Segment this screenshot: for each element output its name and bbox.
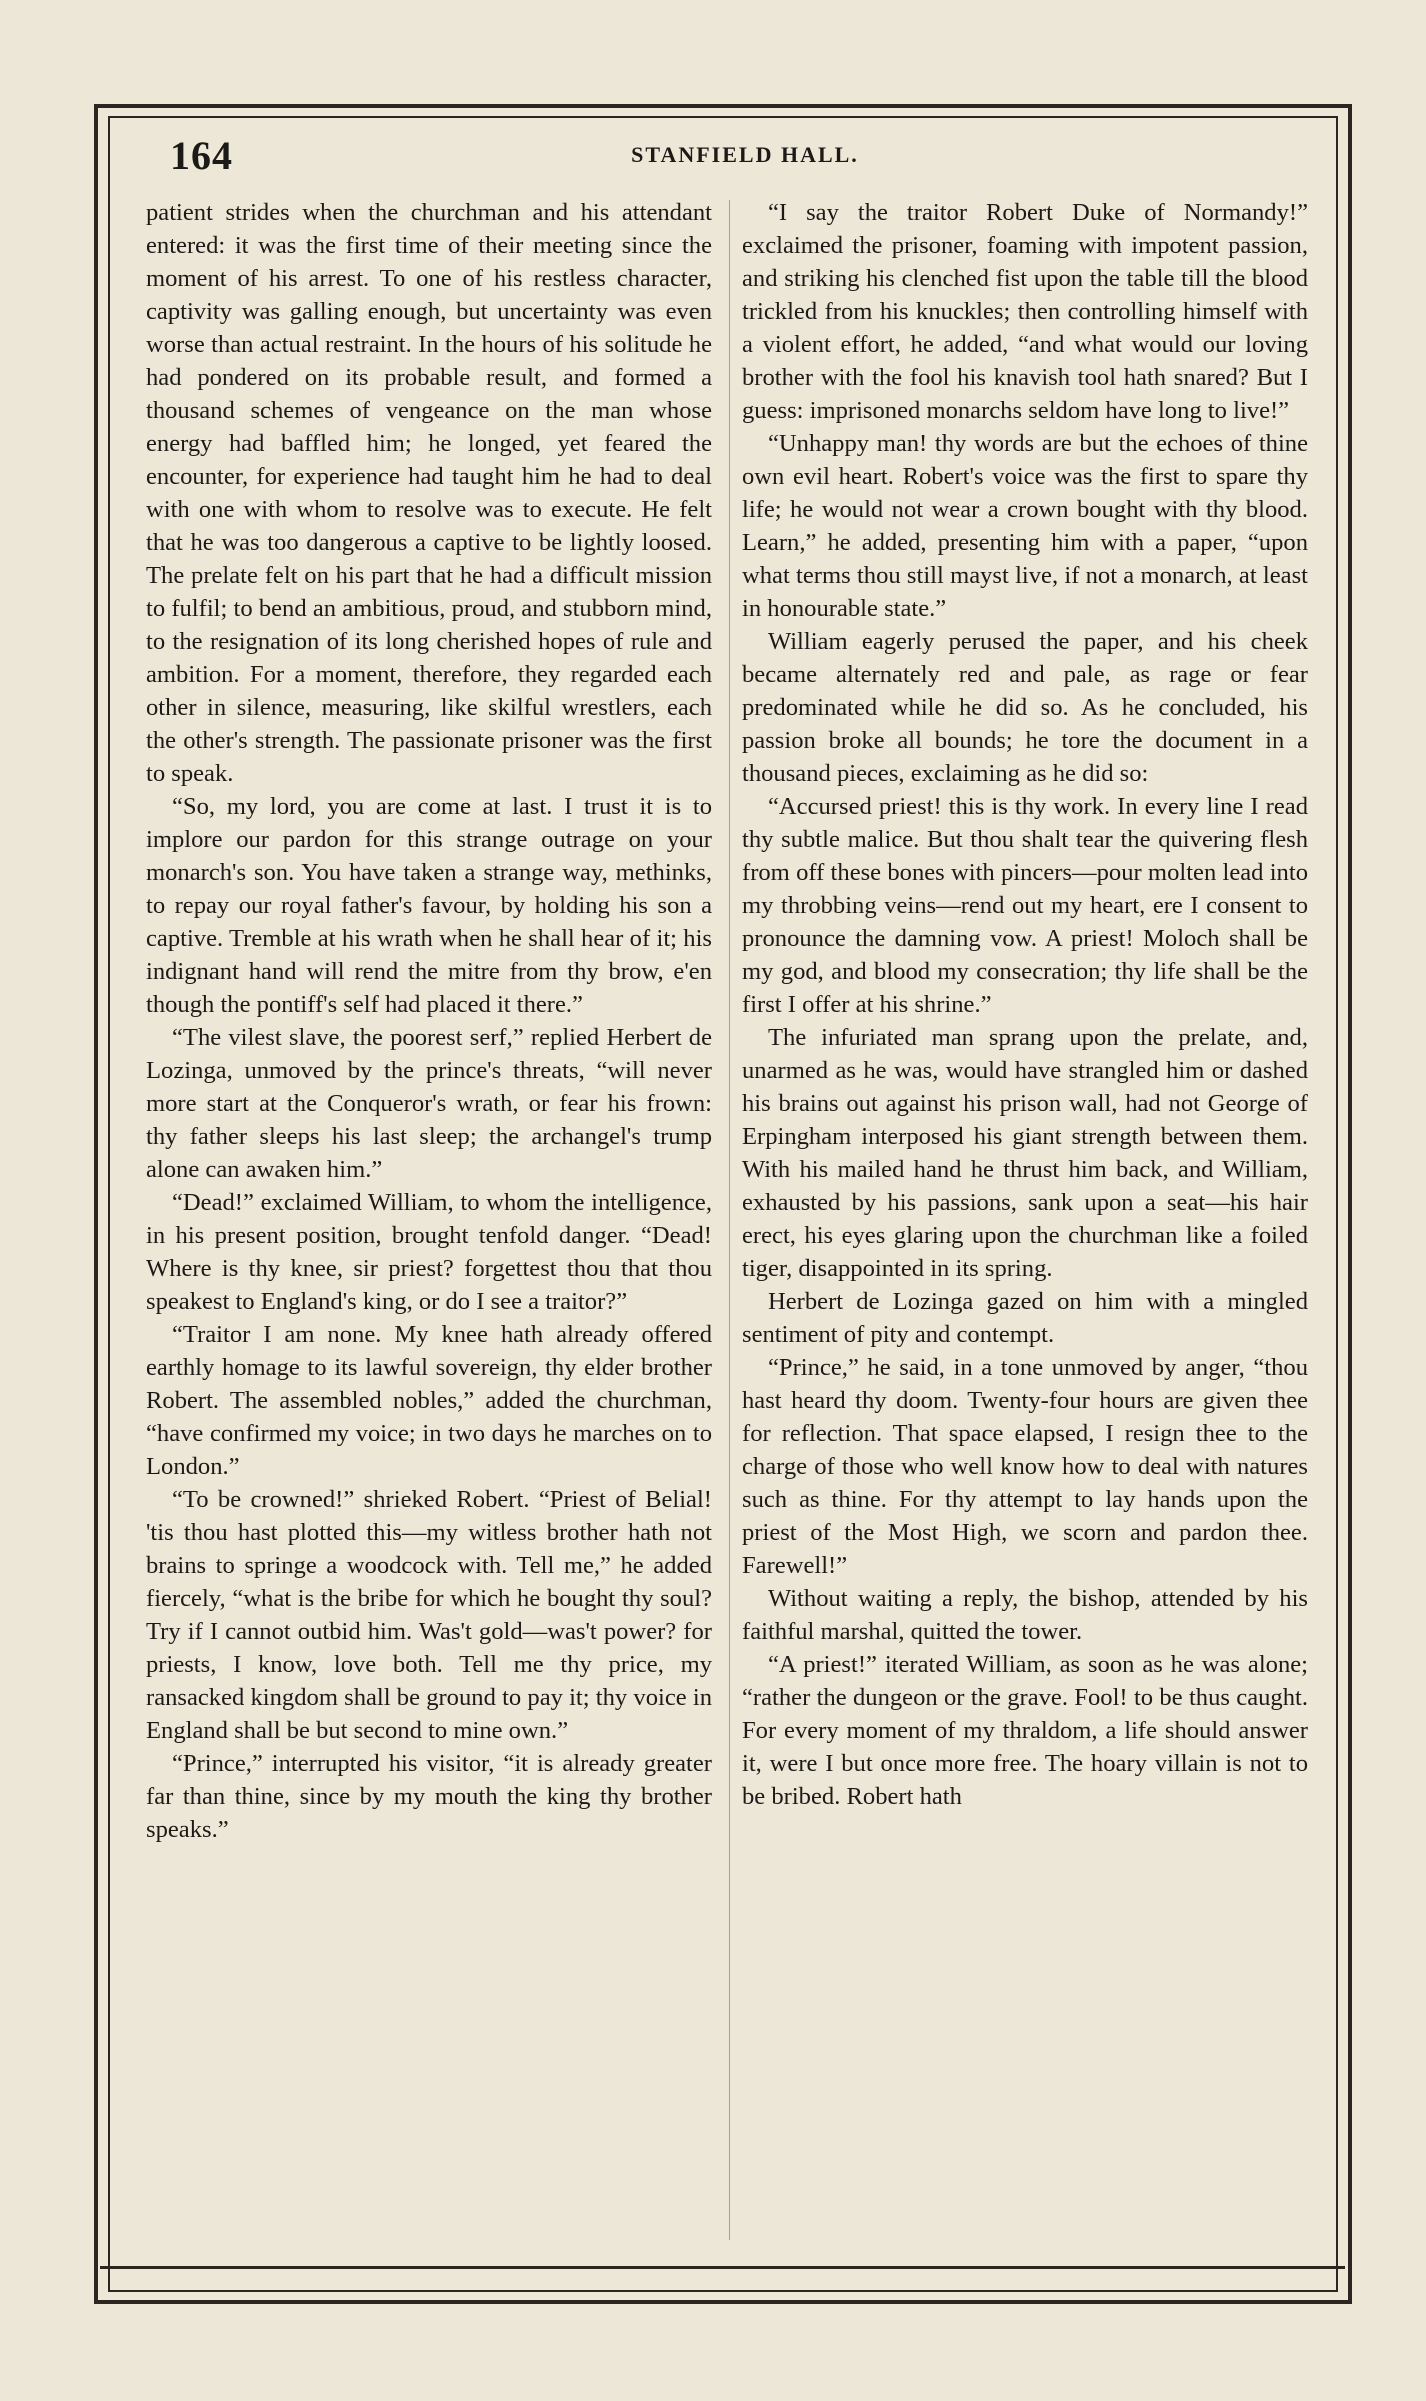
left-column (146, 196, 712, 2236)
page-number: 164 (170, 133, 233, 178)
paragraph: The infuriated man sprang upon the prelate, and, unarmed as he was, would have strangled him or dashed his brains out against his prison wall, had not George of Erpingham interposed his giant strength between them. With his mailed hand he thrust him back, and William, exhausted by his passions, sank upon a seat—his hair erect, his eyes glaring upon the churchman like a foiled tiger, disappointed in its spring. (742, 1024, 1308, 1282)
paragraph: “To be crowned!” shrieked Robert. “Priest of Belial! 'tis thou hast plotted this—my witless brother hath not brains to springe a woodcock with. Tell me,” he added fiercely, “what is the bribe for which he bought thy soul? Try if I cannot outbid him. Was't gold—was't power? for priests, I know, love both. Tell me thy price, my ransacked kingdom shall be ground to pay it; thy voice in England shall be but second to mine own.” (146, 1486, 712, 1744)
paragraph: “So, my lord, you are come at last. I trust it is to implore our pardon for this strange outrage on your monarch's son. You have taken a strange way, methinks, to repay our royal father's favour, by holding his son a captive. Tremble at his wrath when he shall hear of it; his indignant hand will rend the mitre from thy brow, e'en though the pontiff's self had placed it there.” (146, 793, 712, 1018)
paragraph: “The vilest slave, the poorest serf,” replied Herbert de Lozinga, unmoved by the prince's threats, “will never more start at the Conqueror's wrath, or fear his frown: thy father sleeps his last sleep; the archangel's trump alone can awaken him.” (146, 1024, 712, 1183)
paragraph: “Traitor I am none. My knee hath already offered earthly homage to its lawful sovereign, thy elder brother Robert. The assembled nobles,” added the churchman, “have confirmed my voice; in two days he marches on to London.” (146, 1321, 712, 1480)
paragraph: “Prince,” interrupted his visitor, “it is already greater far than thine, since by my mouth the king thy brother speaks.” (146, 1750, 712, 1843)
column-divider (729, 200, 730, 2240)
paragraph: “Dead!” exclaimed William, to whom the intelligence, in his present position, brought tenfold danger. “Dead! Where is thy knee, sir priest? forgettest thou that thou speakest to England's king, or do I see a traitor?” (146, 1189, 712, 1315)
paragraph: “Prince,” he said, in a tone unmoved by anger, “thou hast heard thy doom. Twenty-four hours are given thee for reflection. That space elapsed, I resign thee to the charge of those who well know how to deal with natures such as thine. For thy attempt to lay hands upon the priest of the Most High, we scorn and pardon thee. Farewell!” (742, 1354, 1308, 1579)
paragraph: “I say the traitor Robert Duke of Normandy!” exclaimed the prisoner, foaming with impotent passion, and striking his clenched fist upon the table till the blood trickled from his knuckles; then controlling himself with a violent effort, he added, “and what would our loving brother with the fool his knavish tool hath snared? But I guess: imprisoned monarchs seldom have long to live!” (742, 199, 1308, 424)
paragraph: “Unhappy man! thy words are but the echoes of thine own evil heart. Robert's voice was the first to spare thy life; he would not wear a crown bought with thy blood. Learn,” he added, presenting him with a paper, “upon what terms thou still mayst live, if not a monarch, at least in honourable state.” (742, 430, 1308, 622)
paragraph: Without waiting a reply, the bishop, attended by his faithful marshal, quitted the tower. (742, 1585, 1308, 1645)
running-head: STANFIELD HALL. (631, 142, 859, 167)
paragraph: William eagerly perused the paper, and his cheek became alternately red and pale, as rage or fear predominated while he did so. As he concluded, his passion broke all bounds; he tore the document in a thousand pieces, exclaiming as he did so: (742, 628, 1308, 787)
paragraph: Herbert de Lozinga gazed on him with a mingled sentiment of pity and contempt. (742, 1288, 1308, 1348)
paragraph: patient strides when the churchman and his attendant entered: it was the first time of their meeting since the moment of his arrest. To one of his restless character, captivity was galling enough, but uncertainty was even worse than actual restraint. In the hours of his solitude he had pondered on its probable result, and formed a thousand schemes of vengeance on the man whose energy had baffled him; he longed, yet feared the encounter, for experience had taught him he had to deal with one with whom to resolve was to execute. He felt that he was too dangerous a captive to be lightly loosed. The prelate felt on his part that he had a difficult mission to fulfil; to bend an ambitious, proud, and stubborn mind, to the resignation of its long cherished hopes of rule and ambition. For a moment, therefore, they regarded each other in silence, measuring, like skilful wrestlers, each the other's strength. The passionate prisoner was the first to speak. (146, 199, 712, 787)
right-column (742, 196, 1308, 2236)
paragraph: “A priest!” iterated William, as soon as he was alone; “rather the dungeon or the grave. Fool! to be thus caught. For every moment of my thraldom, a life should answer it, were I but once more free. The hoary villain is not to be bribed. Robert hath (742, 1651, 1308, 1810)
paragraph: “Accursed priest! this is thy work. In every line I read thy subtle malice. But thou shalt tear the quivering flesh from off these bones with pincers—pour molten lead into my throbbing veins—rend out my heart, ere I consent to pronounce the damning vow. A priest! Moloch shall be my god, and blood my consecration; thy life shall be the first I offer at his shrine.” (742, 793, 1308, 1018)
page-header (150, 130, 1340, 186)
bottom-rule (100, 2266, 1345, 2269)
